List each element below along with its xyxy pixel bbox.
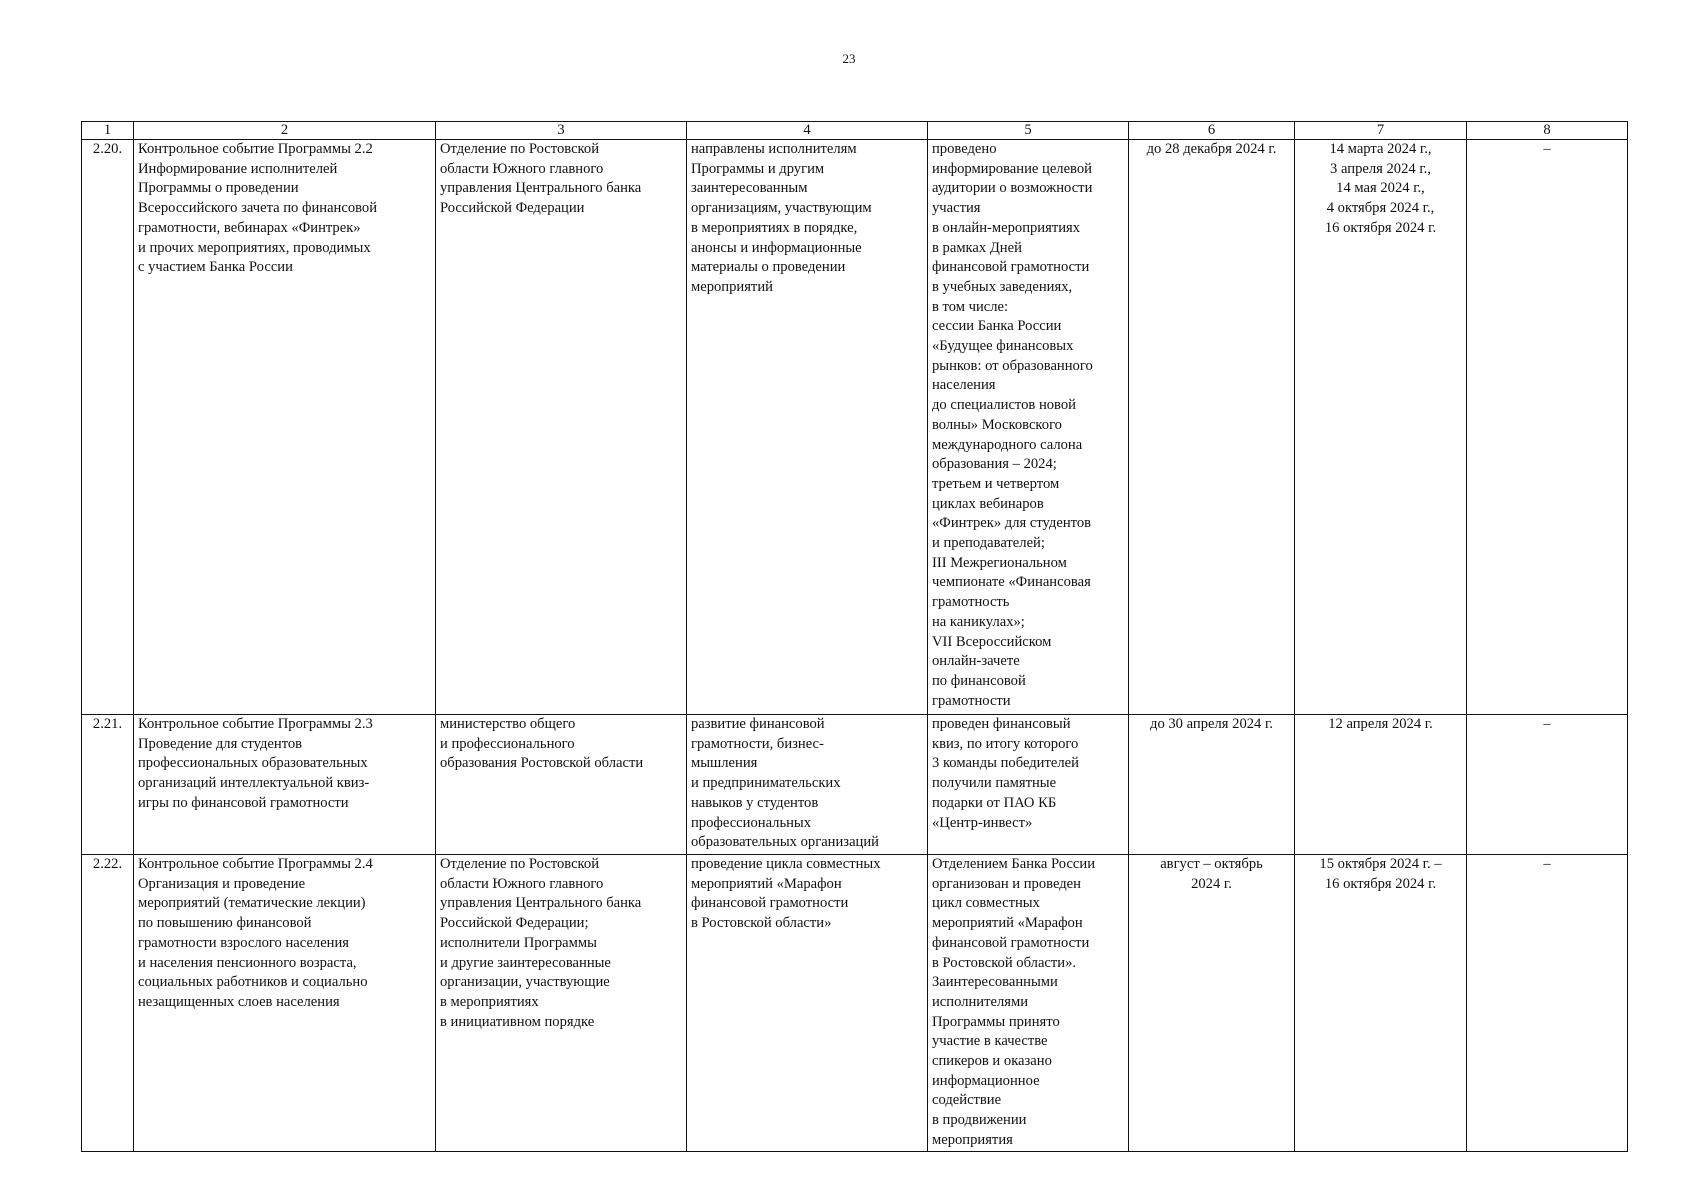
- item-number-cell: 2.22.: [82, 855, 134, 1152]
- cell-text-line: в мероприятиях в порядке,: [691, 219, 858, 236]
- cell-text-line: в Ростовской области».: [932, 954, 1077, 971]
- actual-result-cell: [928, 715, 1129, 855]
- cell-text-line: информирование целевой: [932, 160, 1092, 177]
- cell-text-line: подарки от ПАО КБ: [932, 794, 1057, 811]
- table-row: [82, 715, 1628, 855]
- cell-text-line: незащищенных слоев населения: [138, 993, 340, 1010]
- actual-date-cell: [1295, 855, 1467, 1152]
- planned-date-cell: [1129, 140, 1295, 715]
- cell-text-line: Контрольное событие Программы 2.3: [138, 716, 373, 732]
- cell-text-line: III Межрегиональном: [932, 554, 1067, 571]
- cell-text-line: 3 команды победителей: [932, 755, 1079, 772]
- cell-text-line: рынков: от образованного: [932, 357, 1093, 374]
- executor-cell: [436, 140, 687, 715]
- cell-text-line: образования – 2024;: [932, 456, 1057, 473]
- cell-text-line: мероприятий: [691, 278, 773, 295]
- cell-text-line: получили памятные: [932, 775, 1057, 792]
- expected-result-cell: [687, 855, 928, 1152]
- cell-text-line: грамотности взрослого населения: [138, 934, 350, 951]
- page-number: 23: [842, 51, 856, 66]
- cell-text-line: и предпринимательских: [691, 775, 841, 792]
- cell-text-line: и населения пенсионного возраста,: [138, 954, 357, 971]
- cell-text-line: профессиональных: [691, 814, 812, 831]
- cell-text-line: профессиональных образовательных: [138, 755, 368, 772]
- actual-result-cell: [928, 855, 1129, 1152]
- executor-cell: [436, 715, 687, 855]
- column-number: 2: [134, 122, 436, 140]
- cell-text-line: VII Всероссийском: [932, 633, 1052, 650]
- expected-result-cell: [687, 140, 928, 715]
- cell-text-line: –: [1543, 141, 1551, 157]
- expected-result-cell: [687, 715, 928, 855]
- cell-text-line: области Южного главного: [440, 160, 604, 177]
- cell-text-line: и преподавателей;: [932, 535, 1045, 552]
- cell-text-line: 14 марта 2024 г.,: [1329, 141, 1432, 157]
- cell-text-line: организации, участвующие: [440, 974, 610, 991]
- cell-text-line: Российской Федерации: [440, 200, 585, 217]
- planned-date-cell: [1129, 855, 1295, 1152]
- cell-text-line: Всероссийского зачета по финансовой: [138, 200, 378, 217]
- cell-text-line: Программы принято: [932, 1013, 1060, 1030]
- cell-text-line: проведение цикла совместных: [691, 856, 881, 872]
- column-number: 6: [1129, 122, 1295, 140]
- cell-text-line: участия: [932, 200, 981, 217]
- cell-text-line: заинтересованным: [691, 180, 808, 197]
- cell-text-line: циклах вебинаров: [932, 495, 1044, 512]
- item-number-cell: 2.20.: [82, 140, 134, 715]
- cell-text-line: Программы о проведении: [138, 180, 299, 197]
- cell-text-line: 14 мая 2024 г.,: [1336, 180, 1425, 197]
- cell-text-line: по повышению финансовой: [138, 915, 312, 932]
- cell-text-line: 3 апреля 2024 г.,: [1330, 160, 1431, 177]
- cell-text-line: в рамках Дней: [932, 239, 1022, 256]
- cell-text-line: 2024 г.: [1191, 875, 1232, 892]
- cell-text-line: Российской Федерации;: [440, 915, 589, 932]
- cell-text-line: и другие заинтересованные: [440, 954, 611, 971]
- cell-text-line: Организация и проведение: [138, 875, 306, 892]
- cell-text-line: Заинтересованными: [932, 974, 1058, 991]
- planned-date-cell: [1129, 715, 1295, 855]
- cell-text-line: населения: [932, 377, 996, 394]
- column-number-row: [82, 122, 1628, 140]
- cell-text-line: образовательных организаций: [691, 834, 879, 851]
- cell-text-line: в онлайн-мероприятиях: [932, 219, 1081, 236]
- cell-text-line: мероприятий «Марафон: [691, 875, 842, 892]
- cell-text-line: Отделение по Ростовской: [440, 856, 599, 872]
- cell-text-line: по финансовой: [932, 672, 1026, 689]
- cell-text-line: на каникулах»;: [932, 613, 1025, 630]
- cell-text-line: в учебных заведениях,: [932, 278, 1073, 295]
- cell-text-line: международного салона: [932, 436, 1083, 453]
- program-events-table: [81, 121, 1628, 1152]
- cell-text-line: грамотности, вебинарах «Финтрек»: [138, 219, 361, 236]
- cell-text-line: в продвижении: [932, 1112, 1027, 1129]
- column-number: 1: [82, 122, 134, 140]
- cell-text-line: и прочих мероприятиях, проводимых: [138, 239, 371, 256]
- cell-text-line: организован и проведен: [932, 875, 1081, 892]
- cell-text-line: онлайн-зачете: [932, 653, 1020, 670]
- cell-text-line: третьем и четвертом: [932, 475, 1060, 492]
- cell-text-line: 16 октября 2024 г.: [1324, 219, 1437, 236]
- cell-text-line: 4 октября 2024 г.,: [1326, 200, 1435, 217]
- cell-text-line: грамотность: [932, 594, 1010, 611]
- cell-text-line: спикеров и оказано: [932, 1053, 1052, 1070]
- executor-cell: [436, 855, 687, 1152]
- actual-date-cell: [1295, 140, 1467, 715]
- cell-text-line: мероприятия: [932, 1131, 1013, 1148]
- actual-result-cell: [928, 140, 1129, 715]
- cell-text-line: управления Центрального банка: [440, 180, 642, 197]
- cell-text-line: исполнителями: [932, 993, 1028, 1010]
- cell-text-line: –: [1543, 856, 1551, 872]
- cell-text-line: министерство общего: [440, 716, 576, 732]
- cell-text-line: в инициативном порядке: [440, 1013, 595, 1030]
- note-cell: [1467, 715, 1628, 855]
- cell-text-line: в том числе:: [932, 298, 1009, 315]
- item-number-cell: 2.21.: [82, 715, 134, 855]
- cell-text-line: с участием Банка России: [138, 259, 293, 276]
- cell-text-line: Программы и другим: [691, 160, 825, 177]
- cell-text-line: чемпионате «Финансовая: [932, 574, 1091, 591]
- control-event-cell: [134, 855, 436, 1152]
- cell-text-line: участие в качестве: [932, 1033, 1048, 1050]
- cell-text-line: квиз, по итогу которого: [932, 735, 1079, 752]
- cell-text-line: грамотности: [932, 692, 1011, 709]
- cell-text-line: «Будущее финансовых: [932, 338, 1074, 355]
- cell-text-line: мышления: [691, 755, 758, 772]
- cell-text-line: волны» Московского: [932, 416, 1062, 433]
- control-event-cell: [134, 715, 436, 855]
- cell-text-line: Контрольное событие Программы 2.4: [138, 856, 373, 872]
- cell-text-line: мероприятий (тематические лекции): [138, 895, 366, 912]
- cell-text-line: организаций интеллектуальной квиз-: [138, 775, 370, 792]
- cell-text-line: финансовой грамотности: [932, 259, 1090, 276]
- cell-text-line: до 30 апреля 2024 г.: [1150, 716, 1273, 732]
- cell-text-line: «Центр-инвест»: [932, 814, 1033, 831]
- cell-text-line: сессии Банка России: [932, 318, 1062, 335]
- column-number: 7: [1295, 122, 1467, 140]
- cell-text-line: социальных работников и социально: [138, 974, 368, 991]
- cell-text-line: организациям, участвующим: [691, 200, 872, 217]
- note-cell: [1467, 140, 1628, 715]
- cell-text-line: исполнители Программы: [440, 934, 597, 951]
- actual-date-cell: [1295, 715, 1467, 855]
- cell-text-line: август – октябрь: [1160, 856, 1263, 872]
- cell-text-line: мероприятий «Марафон: [932, 915, 1083, 932]
- cell-text-line: до 28 декабря 2024 г.: [1146, 141, 1277, 157]
- cell-text-line: области Южного главного: [440, 875, 604, 892]
- cell-text-line: финансовой грамотности: [932, 934, 1090, 951]
- column-number: 4: [687, 122, 928, 140]
- cell-text-line: игры по финансовой грамотности: [138, 794, 349, 811]
- cell-text-line: развитие финансовой: [691, 716, 825, 732]
- cell-text-line: Информирование исполнителей: [138, 160, 338, 177]
- cell-text-line: грамотности, бизнес-: [691, 735, 824, 752]
- control-event-cell: [134, 140, 436, 715]
- cell-text-line: «Финтрек» для студентов: [932, 515, 1092, 532]
- cell-text-line: 12 апреля 2024 г.: [1328, 716, 1433, 732]
- cell-text-line: образования Ростовской области: [440, 755, 644, 772]
- cell-text-line: Проведение для студентов: [138, 735, 303, 752]
- cell-text-line: Отделение по Ростовской: [440, 141, 599, 157]
- cell-text-line: анонсы и информационные: [691, 239, 862, 256]
- cell-text-line: Контрольное событие Программы 2.2: [138, 141, 373, 157]
- cell-text-line: аудитории о возможности: [932, 180, 1093, 197]
- cell-text-line: Отделением Банка России: [932, 856, 1096, 872]
- table-row: [82, 855, 1628, 1152]
- cell-text-line: проведено: [932, 141, 997, 157]
- cell-text-line: цикл совместных: [932, 895, 1040, 912]
- column-number: 5: [928, 122, 1129, 140]
- cell-text-line: финансовой грамотности: [691, 895, 849, 912]
- cell-text-line: в Ростовской области»: [691, 915, 832, 932]
- cell-text-line: в мероприятиях: [440, 993, 539, 1010]
- cell-text-line: навыков у студентов: [691, 794, 819, 811]
- cell-text-line: управления Центрального банка: [440, 895, 642, 912]
- column-number: 3: [436, 122, 687, 140]
- cell-text-line: материалы о проведении: [691, 259, 846, 276]
- table-row: [82, 140, 1628, 715]
- cell-text-line: –: [1543, 716, 1551, 732]
- cell-text-line: до специалистов новой: [932, 397, 1076, 414]
- cell-text-line: 15 октября 2024 г. –: [1319, 856, 1442, 872]
- cell-text-line: содействие: [932, 1092, 1002, 1109]
- column-number: 8: [1467, 122, 1628, 140]
- cell-text-line: проведен финансовый: [932, 716, 1071, 732]
- note-cell: [1467, 855, 1628, 1152]
- cell-text-line: направлены исполнителям: [691, 141, 857, 157]
- cell-text-line: 16 октября 2024 г.: [1324, 875, 1437, 892]
- cell-text-line: информационное: [932, 1072, 1040, 1089]
- cell-text-line: и профессионального: [440, 735, 575, 752]
